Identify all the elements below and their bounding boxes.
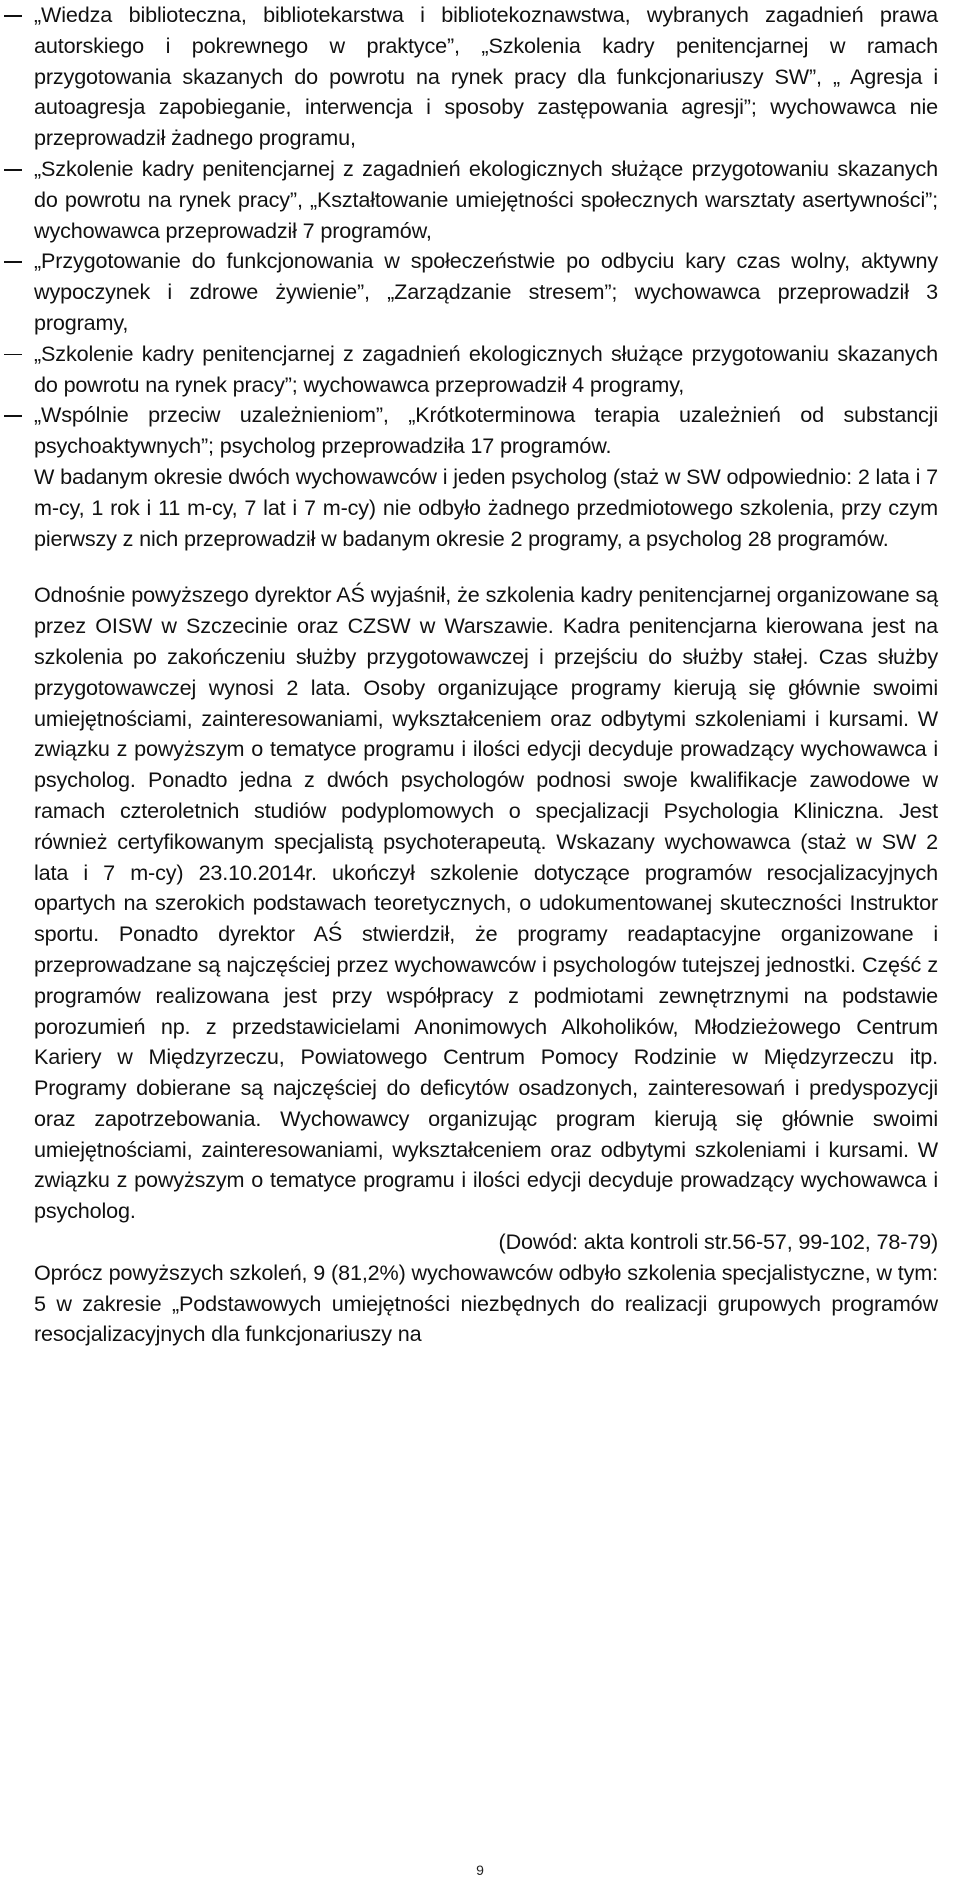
paragraph-specialist-training: Oprócz powyższych szkoleń, 9 (81,2%) wychowawców odbyło szkolenia specjalistyczne, w tym: 5 w zakresie „Podstawowych umiejętności niezbędnych do realizacji grupowych programów resocjalizacyjnych dla funkcjonariuszy na — [34, 1259, 938, 1347]
list-item — [34, 0, 938, 154]
list-item-text: „Wiedza biblioteczna, bibliotekarstwa i bibliotekoznawstwa, wybranych zagadnień prawa autorskiego i pokrewnego w praktyce”, „Szkolenia kadry penitencjarnej w ramach przygotowania skazanych do powrotu na rynek pracy dla funkcjonariuszy SW”, „ Agresja i autoagresja zapobieganie, interwencja i sposoby zastępowania agresji”; wychowawca nie przeprowadził żadnego programu, — [34, 2, 938, 151]
paragraph-training-gaps: W badanym okresie dwóch wychowawców i jeden psycholog (staż w SW odpowiednio: 2 lata i 7 m-cy, 1 rok i 11 m-cy, 7 lat i 7 m-cy) nie odbyło żadnego przedmiotowego szkolenia, przy czym pierwszy z nich przeprowadził w badanym okresie 2 programy, a psycholog 28 programów. — [34, 463, 938, 551]
list-item — [34, 246, 938, 338]
paragraph-director-explanation: Odnośnie powyższego dyrektor AŚ wyjaśnił, że szkolenia kadry penitencjarnej organizowane są przez OISW w Szczecinie oraz CZSW w Warszawie. Kadra penitencjarna kierowana jest na szkolenia po zakończeniu służby przygotowawczej i przejściu do służby stałej. Czas służby przygotowawczej wynosi 2 lata. Osoby organizujące programy kierują się głównie swoimi umiejętnościami, zainteresowaniami, wykształceniem oraz odbytymi szkoleniami i kursami. W związku z powyższym o tematyce programu i ilości edycji decyduje prowadzący wychowawca i psycholog. Ponadto jedna z dwóch psychologów podnosi swoje kwalifikacje zawodowe w ramach czteroletnich studiów podyplomowych o specjalizacji Psychologia Kliniczna. Jest również certyfikowanym specjalistą psychoterapeutą. Wskazany wychowawca (staż w SW 2 lata i 7 m-cy) 23.10.2014r. ukończył szkolenie dotyczące programów resocjalizacyjnych opartych na szerokich podstawach teoretycznych, o udokumentowanej skuteczności Instruktor sportu. Ponadto dyrektor AŚ stwierdził, że programy readaptacyjne organizowane i przeprowadzane są najczęściej przez wychowawców i psychologów tutejszej jednostki. Część z programów realizowana jest przy współpracy z podmiotami zewnętrznymi na podstawie porozumień np. z przedstawicielami Anonimowych Alkoholików, Młodzieżowego Centrum Kariery w Międzyrzeczu, Powiatowego Centrum Pomocy Rodzinie w Międzyrzeczu itp. Programy dobierane są najczęściej do deficytów osadzonych, zainteresowań i predyspozycji oraz zapotrzebowania. Wychowawcy organizując program kierują się głównie swoimi umiejętnościami, zainteresowaniami, wykształceniem oraz odbytymi szkoleniami i kursami. W związku z powyższym o tematyce programu i ilości edycji decyduje prowadzący wychowawca i psycholog. — [34, 582, 938, 1224]
list-item — [34, 339, 938, 401]
list-item — [34, 400, 938, 462]
list-item-text: „Szkolenie kadry penitencjarnej z zagadnień ekologicznych służące przygotowaniu skazanych do powrotu na rynek pracy”; wychowawca przeprowadził 4 programy, — [34, 340, 938, 397]
list-item-text: „Wspólnie przeciw uzależnieniom”, „Krótkoterminowa terapia uzależnień od substancji psychoaktywnych”; psycholog przeprowadziła 17 programów. — [34, 402, 938, 459]
dash-bullet — [4, 261, 22, 263]
list-item-text: „Szkolenie kadry penitencjarnej z zagadnień ekologicznych służące przygotowaniu skazanych do powrotu na rynek pracy”, „Kształtowanie umiejętności społecznych warsztaty asertywności”; wychowawca przeprowadził 7 programów, — [34, 155, 938, 243]
page-number: 9 — [476, 1862, 484, 1878]
paragraph-spacer — [34, 554, 938, 580]
document-body — [34, 0, 938, 1350]
dash-bullet — [4, 169, 22, 171]
list-item-text: „Przygotowanie do funkcjonowania w społeczeństwie po odbyciu kary czas wolny, aktywny wypoczynek i zdrowe żywienie”, „Zarządzanie stresem”; wychowawca przeprowadził 3 programy, — [34, 248, 938, 335]
list-item — [34, 154, 938, 246]
evidence-reference: (Dowód: akta kontroli str.56-57, 99-102, 78-79) — [498, 1229, 938, 1255]
dash-bullet — [4, 15, 22, 17]
dash-bullet — [4, 354, 22, 356]
dash-bullet — [4, 415, 22, 417]
